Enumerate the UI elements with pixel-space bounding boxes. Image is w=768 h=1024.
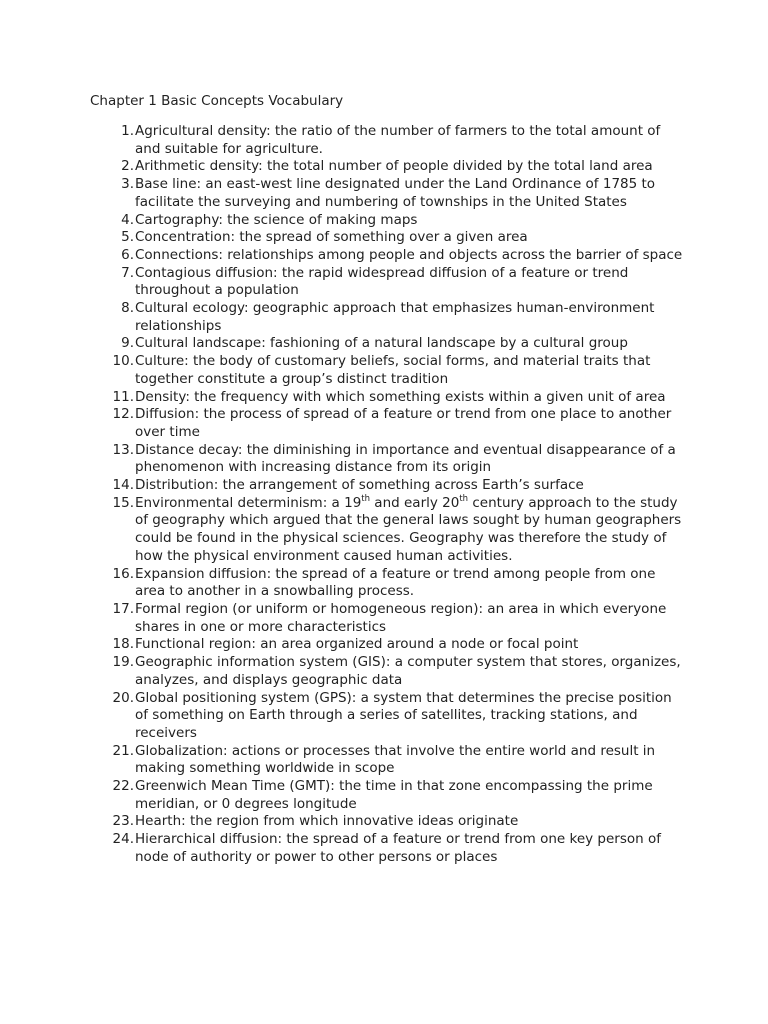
- list-item-text: Contagious diffusion: the rapid widespread diffusion of a feature or trend throughout a population: [135, 264, 629, 299]
- list-item-text: Cartography: the science of making maps: [135, 211, 418, 228]
- list-item: [0, 212, 685, 230]
- list-item-text: [135, 495, 685, 566]
- list-item-text: Culture: the body of customary beliefs, social forms, and material traits that together constitute a group’s distinct tradition: [135, 353, 651, 387]
- list-item-number: 7.: [121, 264, 134, 281]
- page-title: Chapter 1 Basic Concepts Vocabulary: [90, 93, 344, 109]
- list-item-text: Distribution: the arrangement of something across Earth’s surface: [135, 477, 584, 494]
- list-item-number: 16.: [112, 565, 134, 582]
- list-item: [0, 158, 685, 176]
- list-item-number: 9.: [121, 335, 134, 352]
- list-item: [0, 601, 685, 636]
- list-item-number: 6.: [121, 246, 134, 263]
- list-item-text: Formal region (or uniform or homogeneous region): an area in which everyone shares in one or more characteristics: [135, 600, 667, 635]
- list-item: [0, 690, 685, 743]
- list-item: [0, 247, 685, 265]
- list-item-text: Arithmetic density: the total number of people divided by the total land area: [135, 158, 653, 175]
- list-item-number: 21.: [112, 742, 134, 759]
- list-item: [0, 636, 685, 654]
- list-item: [0, 831, 685, 866]
- list-item-number: 11.: [112, 388, 134, 405]
- list-item: [0, 123, 685, 158]
- superscript: th: [361, 493, 371, 504]
- list-item-text: Greenwich Mean Time (GMT): the time in that zone encompassing the prime meridian, or 0 degrees longitude: [135, 778, 653, 812]
- list-item-text: Cultural ecology: geographic approach that emphasizes human-environment relationships: [135, 300, 655, 334]
- list-item-number: 14.: [112, 477, 134, 494]
- list-item: [0, 335, 685, 353]
- list-item-text: Globalization: actions or processes that involve the entire world and result in making something worldwide in scope: [135, 742, 656, 777]
- list-item-number: 2.: [121, 158, 134, 175]
- list-item-text: Concentration: the spread of something over a given area: [135, 229, 528, 246]
- list-item-text: Global positioning system (GPS): a system that determines the precise position of something on Earth through a series of satellites, tracking stations, and receivers: [135, 689, 672, 741]
- list-item: [0, 229, 685, 247]
- list-item-number: 13.: [112, 441, 134, 458]
- list-item-text: Functional region: an area organized around a node or focal point: [135, 636, 579, 653]
- list-item-text: Hierarchical diffusion: the spread of a feature or trend from one key person of node of authority or power to other persons or places: [135, 831, 661, 865]
- list-item-number: 24.: [112, 831, 134, 848]
- list-item: [0, 813, 685, 831]
- vocabulary-list: [0, 123, 768, 867]
- list-item-text: Base line: an east-west line designated under the Land Ordinance of 1785 to facilitate the surveying and numbering of townships in the United States: [135, 176, 656, 210]
- list-item: [0, 265, 685, 300]
- list-item: [0, 300, 685, 335]
- list-item: [0, 176, 685, 211]
- list-item-number: 18.: [112, 636, 134, 653]
- list-item-text: Density: the frequency with which something exists within a given unit of area: [135, 388, 666, 405]
- list-item-number: 3.: [121, 176, 134, 193]
- list-item-number: 5.: [121, 229, 134, 246]
- list-item-number: 15.: [112, 494, 134, 511]
- list-item-number: 20.: [112, 689, 134, 706]
- list-item: [0, 353, 685, 388]
- list-item-number: 10.: [112, 353, 134, 370]
- list-item-text: Geographic information system (GIS): a computer system that stores, organizes, analyzes, and displays geographic data: [135, 654, 681, 688]
- list-item-number: 19.: [112, 654, 134, 671]
- list-item: [0, 778, 685, 813]
- list-item-text: Hearth: the region from which innovative ideas originate: [135, 813, 519, 830]
- list-item-number: 22.: [112, 778, 134, 795]
- text-fragment: century approach to the study of geography which argued that the general laws sought by human geographers could be found in the physical sciences. Geography was therefore the study of how the physical environment caused human activities.: [135, 494, 682, 564]
- list-item-number: 23.: [112, 813, 134, 830]
- list-item: [0, 477, 685, 495]
- list-item: [0, 566, 685, 601]
- list-item-number: 12.: [112, 406, 134, 423]
- list-item-text: Distance decay: the diminishing in importance and eventual disappearance of a phenomenon with increasing distance from its origin: [135, 441, 676, 476]
- list-item-text: Agricultural density: the ratio of the number of farmers to the total amount of and suitable for agriculture.: [135, 123, 661, 157]
- list-item-text: Expansion diffusion: the spread of a feature or trend among people from one area to another in a snowballing process.: [135, 565, 656, 600]
- list-item: [0, 743, 685, 778]
- text-fragment: Environmental determinism: a 19: [135, 494, 362, 511]
- list-item-number: 17.: [112, 600, 134, 617]
- text-fragment: and early 20: [370, 494, 460, 511]
- list-item-text: Connections: relationships among people and objects across the barrier of space: [135, 246, 683, 263]
- list-item-number: 8.: [121, 300, 134, 317]
- list-item: [0, 406, 685, 441]
- list-item-text: Cultural landscape: fashioning of a natural landscape by a cultural group: [135, 335, 628, 352]
- list-item-number: 1.: [121, 123, 134, 139]
- list-item-text: Diffusion: the process of spread of a feature or trend from one place to another over time: [135, 406, 672, 440]
- list-item: [0, 654, 685, 689]
- list-item-number: 4.: [121, 211, 134, 228]
- list-item: [0, 389, 685, 407]
- list-item: [0, 442, 685, 477]
- superscript: th: [459, 493, 469, 504]
- list-item: [0, 495, 685, 566]
